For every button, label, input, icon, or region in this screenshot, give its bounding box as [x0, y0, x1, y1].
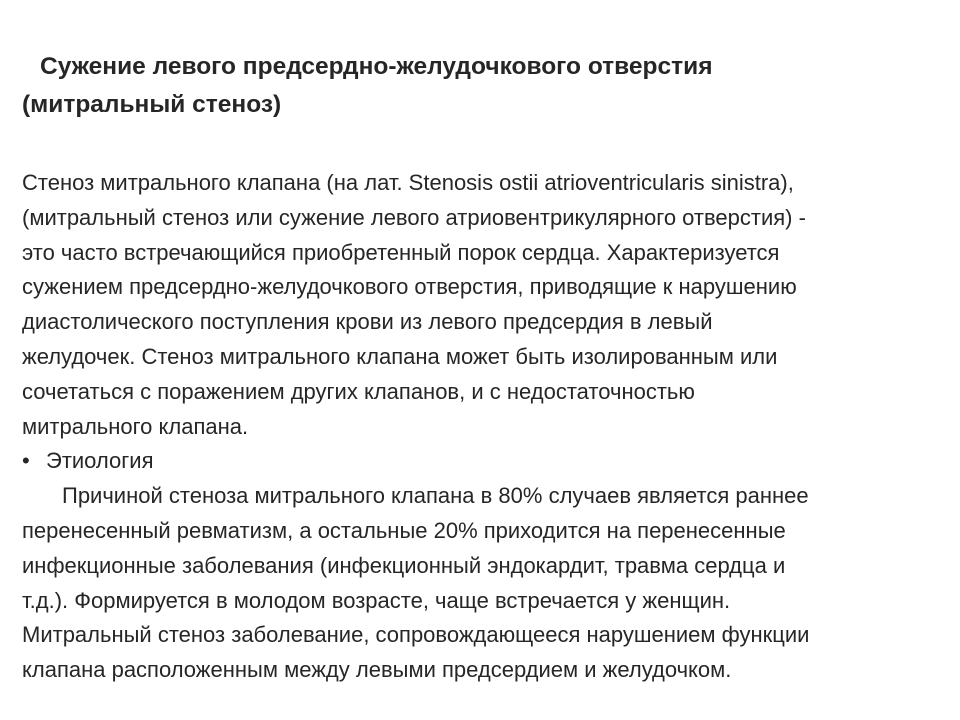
etiology-line: перенесенный ревматизм, а остальные 20% приходится на перенесенные [22, 517, 786, 543]
intro-line: диастолического поступления крови из левого предсердия в левый [22, 309, 713, 335]
intro-line: митрального клапана. [22, 413, 249, 439]
bullet-item-etiology [22, 444, 942, 479]
slide-title-line-1: Сужение левого предсердно-желудочкового отверстия [40, 53, 713, 80]
etiology-line: т.д.). Формируется в молодом возрасте, чаще встречается у женщин. [22, 587, 731, 613]
intro-line: сочетаться с поражением других клапанов, и с недостаточностью [22, 378, 695, 404]
slide-body [22, 166, 942, 688]
intro-line: сужением предсердно-желудочкового отверстия, приводящие к нарушению [22, 274, 797, 300]
intro-paragraph [22, 166, 942, 444]
bullet-icon: • [22, 448, 30, 474]
etiology-paragraph [22, 479, 942, 688]
slide-title [22, 48, 922, 124]
intro-line: Стеноз митрального клапана (на лат. Stenosis ostii atrioventricularis sinistra), [22, 170, 794, 195]
etiology-line: клапана расположенным между левыми предсердием и желудочком. [22, 657, 732, 683]
etiology-line: Причиной стеноза митрального клапана в 80% случаев является раннее [62, 483, 809, 509]
intro-line: это часто встречающийся приобретенный порок сердца. Характеризуется [22, 239, 780, 265]
slide-title-line-2: (митральный стеноз) [22, 91, 282, 118]
intro-line: желудочек. Стеноз митрального клапана может быть изолированным или [22, 343, 778, 369]
etiology-line: инфекционные заболевания (инфекционный эндокардит, травма сердца и [22, 552, 786, 578]
etiology-line: Митральный стеноз заболевание, сопровождающееся нарушением функции [22, 622, 810, 648]
intro-line: (митральный стеноз или сужение левого атриовентрикулярного отверстия) - [22, 204, 806, 230]
bullet-label: Этиология [46, 448, 154, 474]
